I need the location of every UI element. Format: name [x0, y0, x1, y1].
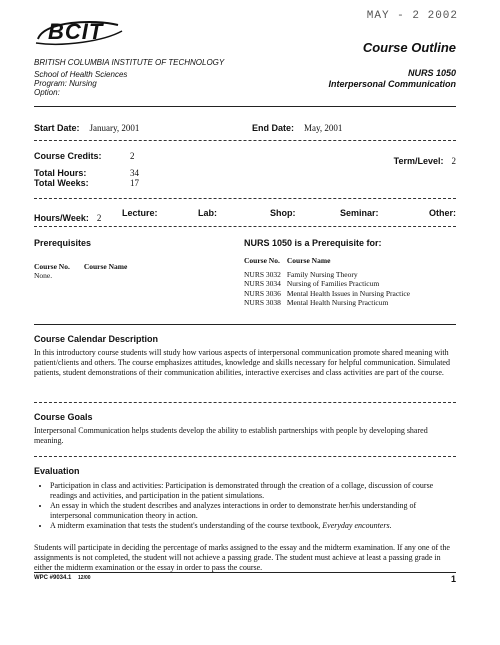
prereq-value: None.	[34, 271, 53, 280]
credits-label: Course Credits:	[34, 151, 102, 161]
list-item	[50, 521, 456, 531]
divider	[34, 456, 456, 457]
divider	[34, 140, 456, 141]
form-code	[34, 575, 91, 581]
option-label: Option:	[34, 88, 60, 97]
bcit-logo	[34, 17, 126, 47]
table-row	[244, 298, 416, 308]
course-no: NURS 3034	[244, 279, 281, 288]
evaluation-list	[34, 481, 456, 531]
course-no: NURS 3036	[244, 288, 281, 298]
term-value: 2	[451, 156, 456, 166]
total-weeks-value: 17	[130, 178, 139, 188]
received-stamp: MAY - 2 2002	[366, 10, 458, 22]
list-item: • Participation in class and activities: Participation is demonstrated through the creation of a collage, discussion of course readings and activities, and participation in the patient simulations.	[50, 481, 456, 501]
program-name: Program: Nursing	[34, 79, 97, 88]
end-date-value: May, 2001	[304, 123, 343, 133]
course-no: NURS 3032	[244, 269, 281, 279]
institute-name: BRITISH COLUMBIA INSTITUTE OF TECHNOLOGY	[34, 58, 225, 67]
table-row	[244, 279, 416, 289]
total-hours-label: Total Hours:	[34, 168, 87, 178]
is-prereq-heading: NURS 1050 is a Prerequisite for:	[244, 238, 382, 248]
school-name: School of Health Sciences	[34, 70, 128, 79]
list-item-text: A midterm examination that tests the student's understanding of the course textbook,	[50, 521, 321, 530]
calendar-text: In this introductory course students will study how various aspects of interpersonal communication promote shared meaning with patient/clients and others. The course emphasizes attitudes, knowledge and skills necessary for helpful communication. Simulated patients, student demonstrations of their communication abilities, interactive exercises and class activities are part of the course.	[34, 348, 450, 377]
course-title: Mental Health Nursing Practicum	[286, 298, 389, 307]
divider	[34, 324, 456, 325]
goals-heading: Course Goals	[34, 412, 93, 422]
divider	[34, 106, 456, 107]
lab-label: Lab:	[198, 208, 217, 218]
goals-text: Interpersonal Communication helps students develop the ability to establish partnerships with people by developing shared meaning.	[34, 426, 428, 445]
page-number: 1	[450, 574, 456, 584]
table-row	[244, 289, 416, 299]
other-label: Other:	[429, 208, 456, 218]
prereq-col-no: Course No.	[34, 262, 70, 271]
shop-label: Shop:	[270, 208, 296, 218]
total-weeks-label: Total Weeks:	[34, 178, 89, 188]
course-name: Interpersonal Communication	[328, 79, 456, 89]
calendar-heading: Course Calendar Description	[34, 334, 159, 344]
divider	[34, 198, 456, 199]
prereq-col-name: Course Name	[83, 262, 128, 271]
prereq-heading: Prerequisites	[34, 238, 92, 248]
end-date	[252, 118, 342, 136]
logo-text: BCIT	[48, 19, 104, 44]
total-hours-value: 34	[130, 168, 139, 178]
table-header-row	[244, 256, 416, 266]
list-item: • An essay in which the student describes and analyzes interactions in order to demonstrate her/his understanding of interpersonal communication theory in action.	[50, 501, 456, 521]
form-date: 12/00	[78, 575, 91, 581]
start-date-label: Start Date:	[34, 123, 80, 133]
divider	[34, 402, 456, 403]
divider	[34, 572, 456, 573]
course-code: NURS 1050	[407, 68, 456, 78]
hours-week	[34, 208, 101, 226]
seminar-label: Seminar:	[340, 208, 379, 218]
course-title: Nursing of Families Practicum	[286, 279, 380, 288]
divider	[34, 226, 456, 227]
col-header: Course Name	[286, 256, 331, 265]
hours-week-value: 2	[96, 213, 102, 223]
credits-value: 2	[130, 151, 135, 161]
course-title: Family Nursing Theory	[286, 269, 358, 279]
evaluation-closing: Students will participate in deciding the percentage of marks assigned to the essay and the midterm examination. If any one of the assignments is not completed, the student will not achieve a passing grade. The student must achieve at least a passing grade in either the midterm examination or the essay in order to pass the course.	[34, 543, 450, 572]
evaluation-heading: Evaluation	[34, 466, 80, 476]
term-label: Term/Level:	[393, 156, 444, 166]
end-date-label: End Date:	[252, 123, 295, 133]
start-date-value: January, 2001	[89, 123, 140, 133]
form-code-number: WPC #9034.1	[34, 575, 72, 581]
table-row	[244, 270, 416, 280]
textbook-title: Everyday encounters.	[322, 521, 392, 530]
course-title: Mental Health Issues in Nursing Practice	[286, 288, 410, 298]
course-no: NURS 3038	[244, 298, 281, 307]
is-prereq-table	[244, 256, 416, 308]
hours-week-label: Hours/Week:	[34, 213, 89, 223]
lecture-label: Lecture:	[122, 208, 158, 218]
col-header: Course No.	[244, 256, 280, 265]
document-title: Course Outline	[362, 40, 456, 55]
start-date	[34, 118, 139, 136]
term-level	[394, 151, 456, 169]
